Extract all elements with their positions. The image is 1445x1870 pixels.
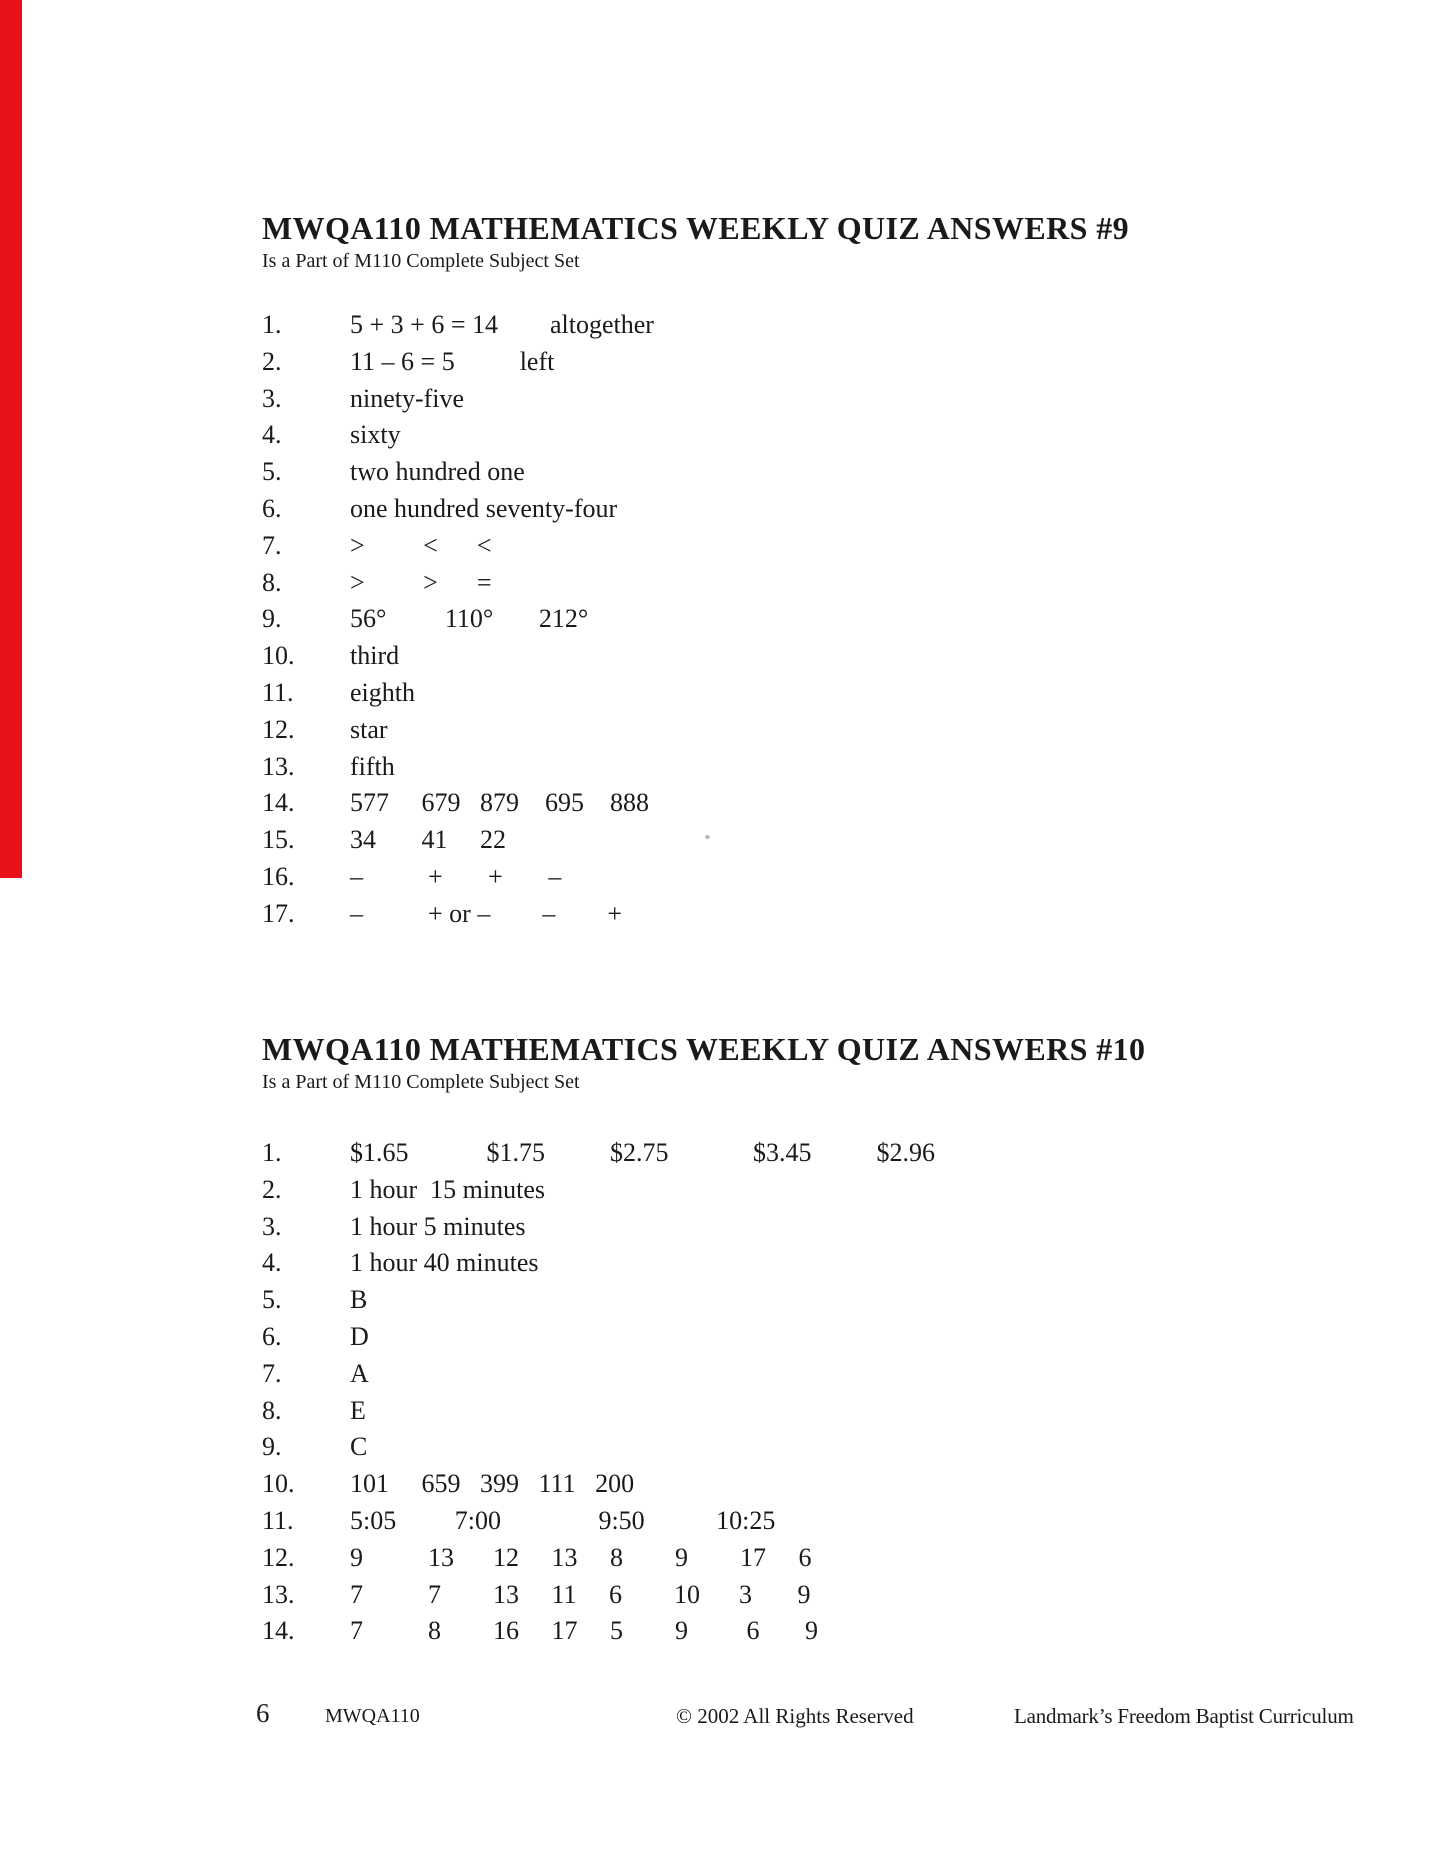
item-answer: 1 hour 5 minutes — [350, 1211, 526, 1241]
item-number: 17. — [262, 898, 295, 928]
item-answer: D — [350, 1321, 369, 1351]
answer-row — [262, 601, 1129, 638]
answer-row — [262, 712, 1129, 749]
answer-row — [262, 1135, 1145, 1172]
item-number: 9. — [262, 1432, 282, 1462]
answer-row — [262, 381, 1129, 418]
answer-row — [262, 785, 1129, 822]
item-number: 6. — [262, 493, 282, 523]
item-number: 14. — [262, 788, 295, 818]
page-footer — [0, 1698, 1445, 1738]
item-answer: 7 7 13 11 6 10 3 9 — [350, 1579, 811, 1609]
item-answer: one hundred seventy-four — [350, 493, 618, 523]
item-number: 11. — [262, 1505, 294, 1535]
item-answer: 5 + 3 + 6 = 14 altogether — [350, 310, 654, 339]
item-number: 9. — [262, 604, 282, 634]
quiz-9-subtitle: Is a Part of M110 Complete Subject Set — [262, 250, 580, 272]
item-answer: 101 659 399 111 200 — [350, 1469, 635, 1499]
item-number: 3. — [262, 383, 282, 413]
item-answer: – + + – — [350, 861, 562, 891]
item-number: 12. — [262, 714, 295, 744]
item-answer: > < < — [350, 530, 492, 560]
item-answer: eighth — [350, 677, 415, 707]
footer-page-number: 6 — [256, 1698, 270, 1728]
answer-row — [262, 896, 1129, 933]
answer-row — [262, 675, 1129, 712]
item-number: 5. — [262, 1285, 282, 1315]
answer-row — [262, 1356, 1145, 1393]
answer-row — [262, 749, 1129, 786]
item-number: 2. — [262, 1174, 282, 1204]
answer-row — [262, 1466, 1145, 1503]
item-number: 16. — [262, 861, 295, 891]
quiz-9-answer-list — [262, 307, 1129, 933]
footer-copyright: © 2002 All Rights Reserved — [676, 1704, 914, 1728]
item-number: 8. — [262, 1395, 282, 1425]
item-answer: 1 hour 15 minutes — [350, 1174, 545, 1204]
item-number: 13. — [262, 751, 295, 781]
answer-row — [262, 565, 1129, 602]
item-number: 6. — [262, 1321, 282, 1351]
answer-row — [262, 1393, 1145, 1430]
item-answer: ninety-five — [350, 383, 465, 413]
item-answer: E — [350, 1395, 366, 1425]
answer-row — [262, 1613, 1145, 1650]
answer-row — [262, 859, 1129, 896]
answer-row — [262, 1209, 1145, 1246]
answer-row — [262, 528, 1129, 565]
answer-row — [262, 1319, 1145, 1356]
item-number: 5. — [262, 457, 282, 487]
answer-row — [262, 1172, 1145, 1209]
item-answer: C — [350, 1432, 368, 1462]
footer-publisher: Landmark’s Freedom Baptist Curriculum — [1014, 1704, 1354, 1728]
quiz-9-title: MWQA110 MATHEMATICS WEEKLY QUIZ ANSWERS #9 — [262, 210, 1130, 246]
item-number: 8. — [262, 567, 282, 597]
answer-row — [262, 1540, 1145, 1577]
item-answer: B — [350, 1285, 368, 1315]
quiz-10-subtitle: Is a Part of M110 Complete Subject Set — [262, 1071, 580, 1093]
quiz-10-section — [262, 1031, 1145, 1650]
item-answer: 34 41 22 — [350, 825, 506, 855]
item-answer: $1.65 $1.75 $2.75 $3.45 $2.96 — [350, 1138, 935, 1167]
item-number: 2. — [262, 346, 282, 376]
scan-edge-red-stripe — [0, 0, 22, 878]
item-number: 10. — [262, 1469, 295, 1499]
item-number: 13. — [262, 1579, 295, 1609]
item-answer: two hundred one — [350, 457, 525, 487]
answer-row — [262, 1282, 1145, 1319]
item-number: 1. — [262, 1138, 282, 1167]
item-answer: star — [350, 714, 388, 744]
answer-row — [262, 491, 1129, 528]
item-answer: third — [350, 641, 400, 671]
answer-row — [262, 417, 1129, 454]
scan-artifact-dot — [705, 835, 710, 839]
item-number: 1. — [262, 310, 282, 339]
item-answer: > > = — [350, 567, 492, 597]
item-answer: 56° 110° 212° — [350, 604, 589, 634]
answer-row — [262, 822, 1129, 859]
item-answer: 9 13 12 13 8 9 17 6 — [350, 1542, 812, 1572]
item-answer: sixty — [350, 420, 401, 450]
answer-row — [262, 344, 1129, 381]
answer-row — [262, 1429, 1145, 1466]
item-number: 4. — [262, 420, 282, 450]
answer-row — [262, 1245, 1145, 1282]
item-number: 4. — [262, 1248, 282, 1278]
item-answer: 1 hour 40 minutes — [350, 1248, 539, 1278]
item-answer: – + or – – + — [350, 898, 622, 928]
quiz-10-answer-list — [262, 1135, 1145, 1650]
item-answer: 11 – 6 = 5 left — [350, 346, 555, 376]
item-number: 11. — [262, 677, 294, 707]
item-answer: 7 8 16 17 5 9 6 9 — [350, 1616, 818, 1646]
answer-row — [262, 1503, 1145, 1540]
item-number: 7. — [262, 530, 282, 560]
answer-row — [262, 454, 1129, 491]
answer-row — [262, 1577, 1145, 1614]
item-number: 10. — [262, 641, 295, 671]
footer-document-code: MWQA110 — [325, 1705, 420, 1727]
item-answer: A — [350, 1358, 369, 1388]
answer-row — [262, 307, 1129, 344]
quiz-10-title: MWQA110 MATHEMATICS WEEKLY QUIZ ANSWERS #10 — [262, 1031, 1146, 1067]
item-number: 7. — [262, 1358, 282, 1388]
answer-row — [262, 638, 1129, 675]
item-number: 14. — [262, 1616, 295, 1646]
item-number: 15. — [262, 825, 295, 855]
quiz-9-section — [262, 210, 1129, 933]
item-answer: fifth — [350, 751, 395, 781]
item-answer: 577 679 879 695 888 — [350, 788, 649, 818]
item-number: 12. — [262, 1542, 295, 1572]
item-answer: 5:05 7:00 9:50 10:25 — [350, 1505, 776, 1535]
item-number: 3. — [262, 1211, 282, 1241]
